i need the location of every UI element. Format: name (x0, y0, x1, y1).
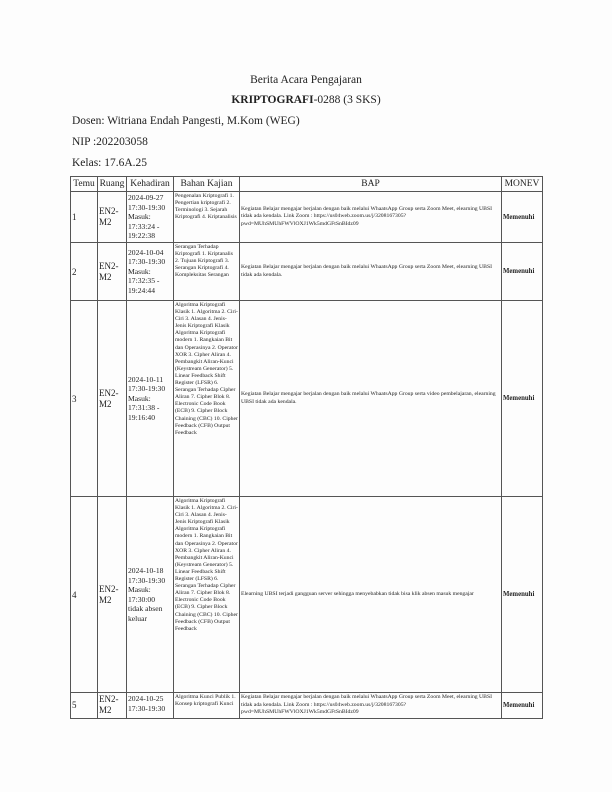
cell-bahan-kajian: Algoritma Kunci Publik 1. Konsep kriptografi Kunci (174, 693, 240, 719)
cell-kehadiran: 2024-10-18 17:30-19:30 Masuk: 17:30:00 tidak absen keluar (127, 497, 174, 693)
cell-kehadiran: 2024-09-27 17:30-19:30 Masuk: 17:33:24 - 19:22:38 (127, 192, 174, 243)
course-name: KRIPTOGRAFI (231, 94, 314, 106)
teaching-log-table (70, 176, 543, 719)
col-header-ruang: Ruang (98, 177, 127, 192)
cell-temu: 1 (71, 192, 98, 243)
cell-bahan-kajian: Algoritma Kriptografi Klasik 1. Algoritma 2. Ciri-Ciri 3. Alasan 4. Jenis-Jenis Kriptografi Klasik Algoritma Kriptografi modern 1. Rangkaian Bit dan Operasinya 2. Operator XOR 3. Cipher Aliran 4. Pembangkit Aliran-Kunci (Keystream Generator) 5. Linear Feedback Shift Register (LFSR) 6. Serangan Terhadap Cipher Aliran 7. Cipher Blok 8. Electronic Code Book (ECB) 9. Cipher Block Chaining (CBC) 10. Cipher Feedback (CFB) Output Feedback (174, 301, 240, 497)
cell-bahan-kajian: Algoritma Kriptografi Klasik 1. Algoritma 2. Ciri-Ciri 3. Alasan 4. Jenis-Jenis Kriptografi Klasik Algoritma Kriptografi modern 1. Rangkaian Bit dan Operasinya 2. Operator XOR 3. Cipher Aliran 4. Pembangkit Aliran-Kunci (Keystream Generator) 5. Linear Feedback Shift Register (LFSR) 6. Serangan Terhadap Cipher Aliran 7. Cipher Blok 8. Electronic Code Book (ECB) 9. Cipher Block Chaining (CBC) 10. Cipher Feedback (CFB) Output Feedback (174, 497, 240, 693)
cell-temu: 3 (71, 301, 98, 497)
table-header-row (71, 177, 543, 192)
cell-temu: 5 (71, 693, 98, 719)
class-line: Kelas: 17.6A.25 (72, 157, 148, 169)
cell-monev: Memenuhi (502, 243, 543, 301)
cell-monev: Memenuhi (502, 192, 543, 243)
cell-ruang: EN2-M2 (98, 243, 127, 301)
cell-bahan-kajian: Pengenalan Kriptografi 1. Pengertian kriptografi 2. Terminologi 3. Sejarah Kriptografi 4. Kriptanalisis (174, 192, 240, 243)
cell-bap: Kegiatan Belajar mengajar berjalan dengan baik melalui WhaatsApp Group serta Zoom Meet, elearning UBSI tidak ada kendala. Link Zoom : https://us04web.zoom.us/j/3208167305?pwd=MUhSMUhFWVlOXJ1Wk5mdGFtSnBIdz09 (240, 693, 502, 719)
cell-bap: Elearning UBSI terjadi gangguan server sehingga menyebabkan tidak bisa klik absen masuk mengajar (240, 497, 502, 693)
cell-kehadiran: 2024-10-04 17:30-19:30 Masuk: 17:32:35 - 19:24:44 (127, 243, 174, 301)
cell-kehadiran: 2024-10-11 17:30-19:30 Masuk: 17:31:38 - 19:16:40 (127, 301, 174, 497)
table-row (71, 243, 543, 301)
table-row (71, 301, 543, 497)
table-row (71, 693, 543, 719)
course-code: -0288 (3 SKS) (313, 94, 381, 106)
table-row (71, 497, 543, 693)
lecturer-line: Dosen: Witriana Endah Pangesti, M.Kom (WEG) (72, 115, 300, 127)
cell-ruang: EN2-M2 (98, 192, 127, 243)
col-header-temu: Temu (71, 177, 98, 192)
course-title (70, 91, 542, 113)
col-header-bap: BAP (240, 177, 502, 192)
report-sheet (70, 70, 542, 719)
cell-bap: Kegiatan Belajar mengajar berjalan dengan baik melalui WhaatsApp Group serta Zoom Meet, elearning UBSI tidak ada kendala. (240, 243, 502, 301)
cell-bahan-kajian: Serangan Terhadap Kriptografi 1. Kriptanalis 2. Tujuan Kriptografi 3. Serangan Kriptografi 4. Kompleksitas Serangan (174, 243, 240, 301)
cell-bap: Kegiatan Belajar mengajar berjalan dengan baik melalui WhaatsApp Group serta Zoom Meet, elearning UBSI tidak ada kendala. Link Zoom : https://us04web.zoom.us/j/3208167305?pwd=MUhSMUhFWVlOXJ1Wk5mdGFtSnBIdz09 (240, 192, 502, 243)
col-header-kehadiran: Kehadiran (127, 177, 174, 192)
nip-line: NIP :202203058 (72, 136, 148, 148)
cell-bap: Kegiatan Belajar mengajar berjalan dengan baik melalui WhaatsApp Group serta video pembelajaran, elearning UBSI tidak ada kendala. (240, 301, 502, 497)
cell-temu: 2 (71, 243, 98, 301)
col-header-bahan-kajian: Bahan Kajian (174, 177, 240, 192)
cell-monev: Memenuhi (502, 693, 543, 719)
cell-monev: Memenuhi (502, 497, 543, 693)
report-title: Berita Acara Pengajaran (250, 74, 362, 86)
cell-ruang: EN2-M2 (98, 301, 127, 497)
col-header-monev: MONEV (502, 177, 543, 192)
cell-kehadiran: 2024-10-25 17:30-19:30 (127, 693, 174, 719)
cell-ruang: EN2-M2 (98, 693, 127, 719)
cell-monev: Memenuhi (502, 301, 543, 497)
cell-ruang: EN2-M2 (98, 497, 127, 693)
cell-temu: 4 (71, 497, 98, 693)
table-row (71, 192, 543, 243)
